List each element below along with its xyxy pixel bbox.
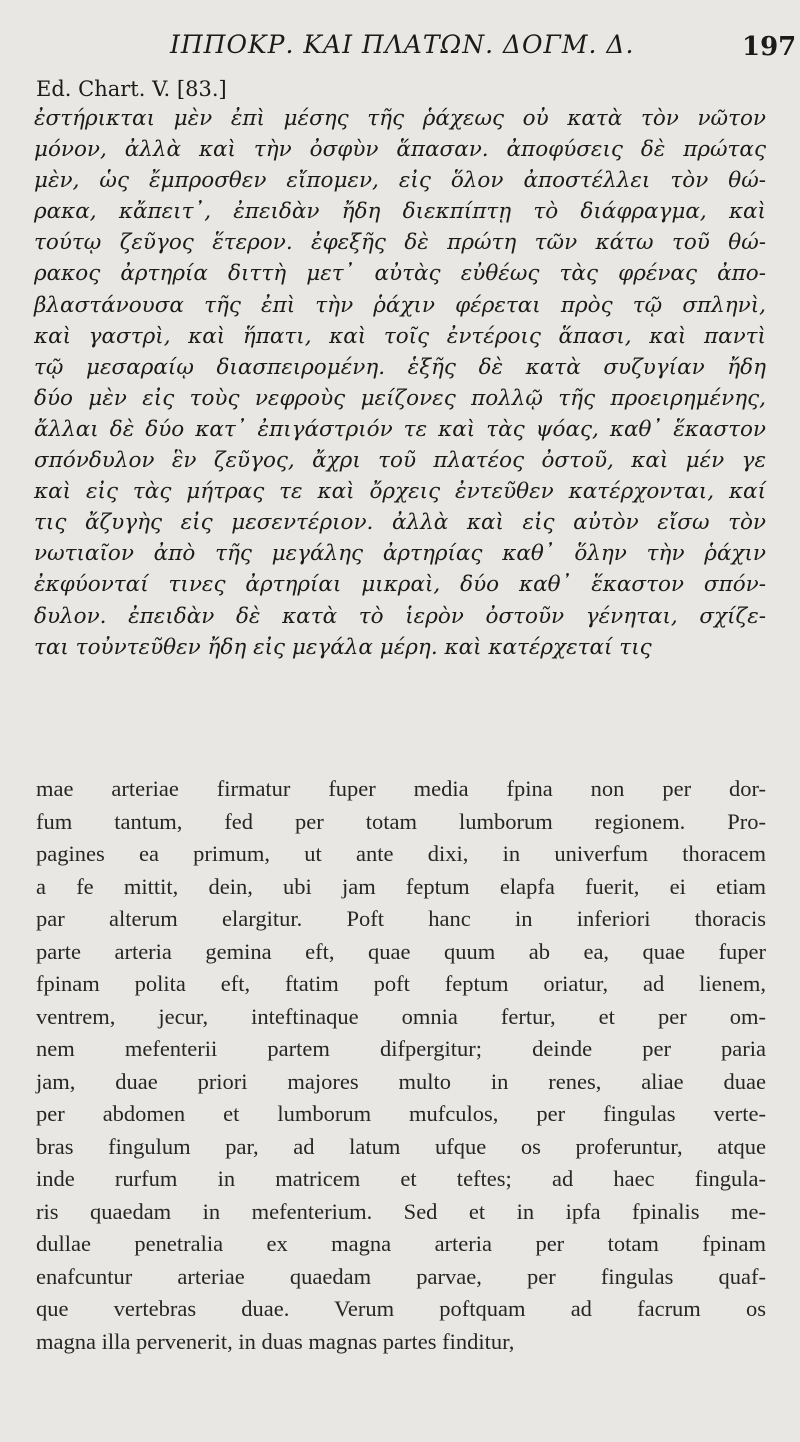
latin-text-line: par alterum elargitur. Poft hanc in inferiori thoracis xyxy=(36,906,766,931)
greek-text-line: μὲν, ὡς ἔμπροσθεν εἴπομεν, εἰς ὅλον ἀποστέλλει τὸν θώ- xyxy=(34,168,766,194)
latin-text-line: fpinam polita eft, ftatim poft feptum oriatur, ad lienem, xyxy=(36,971,766,996)
greek-text-line: μόνον, ἀλλὰ καὶ τὴν ὀσφὺν ἅπασαν. ἀποφύσεις δὲ πρώτας xyxy=(34,137,766,163)
greek-text-line: ρακα, κἄπειτ᾽, ἐπειδὰν ἤδη διεκπίπτῃ τὸ διάφραγμα, καὶ xyxy=(34,199,766,225)
latin-text-line: bras fingulum par, ad latum ufque os proferuntur, atque xyxy=(36,1133,766,1159)
greek-text-line: ρακος ἀρτηρία διττὴ μετ᾽ αὐτὰς εὐθέως τὰς φρένας ἀπο- xyxy=(34,261,766,287)
latin-text-line: que vertebras duae. Verum poftquam ad facrum os xyxy=(36,1296,766,1321)
greek-text-line: ἄλλαι δὲ δύο κατ᾽ ἐπιγάστριόν τε καὶ τὰς ψόας, καθ᾽ ἕκαστον xyxy=(34,416,766,442)
greek-text-line: τούτῳ ζεῦγος ἕτερον. ἐφεξῆς δὲ πρώτη τῶν κάτω τοῦ θώ- xyxy=(34,230,766,256)
greek-text-line: καὶ εἰς τὰς μήτρας τε καὶ ὄρχεις ἐντεῦθεν κατέρχονται, καί xyxy=(34,479,766,505)
latin-text-line: jam, duae priori majores multo in renes, aliae duae xyxy=(36,1068,766,1094)
latin-text-line: per abdomen et lumborum mufculos, per fingulas verte- xyxy=(36,1101,766,1126)
greek-text-line: ἐστήρικται μὲν ἐπὶ μέσης τῆς ῥάχεως οὐ κατὰ τὸν νῶτον xyxy=(34,106,766,131)
page-number: 197 xyxy=(742,32,797,62)
latin-text-line: enafcuntur arteriae quaedam parvae, per fingulas quaf- xyxy=(36,1263,766,1289)
greek-text-line: δύο μὲν εἰς τοὺς νεφροὺς μείζονες πολλῷ τῆς προειρημένης, xyxy=(34,385,766,411)
greek-text-line: καὶ γαστρὶ, καὶ ἥπατι, καὶ τοῖς ἐντέροις ἅπασι, καὶ παντὶ xyxy=(34,323,766,349)
latin-text-block xyxy=(36,773,766,1358)
latin-text-line: fum tantum, fed per totam lumborum regionem. Pro- xyxy=(36,808,766,834)
running-head xyxy=(0,30,800,70)
greek-text-block xyxy=(34,103,766,663)
latin-text-line: ventrem, jecur, inteftinaque omnia fertur, et per om- xyxy=(36,1003,766,1029)
latin-text-line: magna illa pervenerit, in duas magnas partes finditur, xyxy=(36,1328,515,1354)
greek-text-line: τῷ μεσαραίῳ διασπειρομένη. ἑξῆς δὲ κατὰ συζυγίαν ἤδη xyxy=(34,354,766,380)
greek-text-line: ται τοὐντεῦθεν ἤδη εἰς μεγάλα μέρη. καὶ κατέρχεταί τις xyxy=(34,634,652,660)
latin-text-line: dullae penetralia ex magna arteria per totam fpinam xyxy=(36,1231,766,1256)
latin-text-line: pagines ea primum, ut ante dixi, in univerfum thoracem xyxy=(36,841,766,866)
greek-text-line: νωτιαῖον ἀπὸ τῆς μεγάλης ἀρτηρίας καθ᾽ ὅλην τὴν ῥάχιν xyxy=(34,541,766,567)
latin-text-line: a fe mittit, dein, ubi jam feptum elapfa fuerit, ei etiam xyxy=(36,873,766,899)
greek-text-line: βλαστάνουσα τῆς ἐπὶ τὴν ῥάχιν φέρεται πρὸς τῷ σπληνὶ, xyxy=(34,292,766,318)
greek-text-line: τις ἄζυγὴς εἰς μεσεντέριον. ἀλλὰ καὶ εἰς αὐτὸν εἴσω τὸν xyxy=(34,510,766,536)
latin-text-line: ris quaedam in mefenterium. Sed et in ipfa fpinalis me- xyxy=(36,1198,766,1224)
latin-text-line: inde rurfum in matricem et teftes; ad haec fingula- xyxy=(36,1166,766,1191)
edition-reference: Ed. Chart. V. [83.] xyxy=(36,77,227,101)
running-title: ΙΠΠΟΚΡ. ΚΑΙ ΠΛΑΤΩΝ. ΔΟΓΜ. Δ. xyxy=(170,30,635,59)
latin-text-line: parte arteria gemina eft, quae quum ab ea, quae fuper xyxy=(36,938,766,964)
latin-text-line: mae arteriae firmatur fuper media fpina non per dor- xyxy=(36,776,766,801)
greek-text-line: ἐκφύονταί τινες ἀρτηρίαι μικραὶ, δύο καθ᾽ ἕκαστον σπόν- xyxy=(34,572,766,598)
greek-text-line: σπόνδυλον ἓν ζεῦγος, ἄχρι τοῦ πλατέος ὀστοῦ, καὶ μέν γε xyxy=(34,448,766,474)
latin-text-line: nem mefenterii partem difpergitur; deinde per paria xyxy=(36,1036,766,1061)
greek-text-line: δυλον. ἐπειδὰν δὲ κατὰ τὸ ἱερὸν ὀστοῦν γένηται, σχίζε- xyxy=(34,603,766,629)
